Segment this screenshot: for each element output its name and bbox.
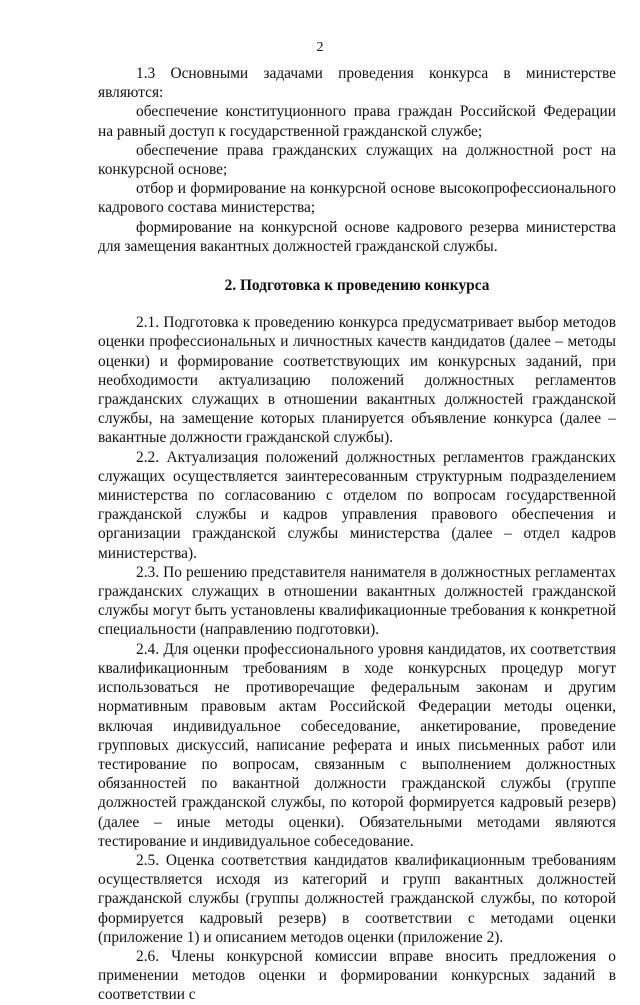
section-paragraph: 2.1. Подготовка к проведению конкурса предусматривает выбор методов оценки профессиональных и личностных качеств кандидатов (далее – методы оценки) и формирование соответствующих им конкурсных заданий, при необходимости актуализацию положений должностных регламентов гражданских служащих в отношении вакантных должностей гражданской службы, на замещение которых планируется объявление конкурса (далее – вакантные должности гражданской службы). [98,314,616,447]
document-body [98,64,616,1005]
section-paragraph: 2.4. Для оценки профессионального уровня кандидатов, их соответствия квалификационным требованиям в ходе конкурсных процедур могут использоваться не противоречащие федеральным законам и другим нормативным правовым актам Российской Федерации методы оценки, включая индивидуальное собеседование, анкетирование, проведение групповых дискуссий, написание реферата и иных письменных работ или тестирование по вопросам, связанным с выполнением должностных обязанностей по вакантной должности гражданской службы (группе должностей гражданской службы, по которой формируется кадровый резерв) (далее – иные методы оценки). Обязательными методами являются тестирование и индивидуальное собеседование. [98,640,616,850]
section-heading: 2. Подготовка к проведению конкурса [224,277,490,295]
section-paragraph: 2.3. По решению представителя нанимателя в должностных регламентах гражданских служащих в отношении вакантных должностей гражданской службы могут быть установлены квалификационные требования к конкретной специальности (направлению подготовки). [98,563,616,639]
intro-item: формирование на конкурсной основе кадрового резерва министерства для замещения вакантных должностей гражданской службы. [98,218,616,255]
intro-lead: 1.3 Основными задачами проведения конкурса в министерстве являются: [98,65,616,102]
intro-item: обеспечение права гражданских служащих на должностной рост на конкурсной основе; [98,141,616,179]
intro-item: обеспечение конституционного права граждан Российской Федерации на равный доступ к государственной гражданской службе; [98,103,616,140]
intro-item: отбор и формирование на конкурсной основе высокопрофессионального кадрового состава министерства; [98,180,616,217]
section-paragraph: 2.6. Члены конкурсной комиссии вправе вносить предложения о применении методов оценки и формировании конкурсных заданий в соответствии с [98,947,616,1004]
page-number: 2 [316,40,324,55]
section-paragraph: 2.5. Оценка соответствия кандидатов квалификационным требованиям осуществляется исходя из категорий и групп вакантных должностей гражданской службы (группы должностей гражданской службы, по которой формируется кадровый резерв) в соответствии с методами оценки (приложение 1) и описанием методов оценки (приложение 2). [98,851,616,946]
section-paragraph: 2.2. Актуализация положений должностных регламентов гражданских служащих осуществляется заинтересованным структурным подразделением министерства по согласованию с отделом по вопросам государственной гражданской службы и кадров управления правового обеспечения и организации гражданской службы министерства (далее – отдел кадров министерства). [98,448,616,562]
